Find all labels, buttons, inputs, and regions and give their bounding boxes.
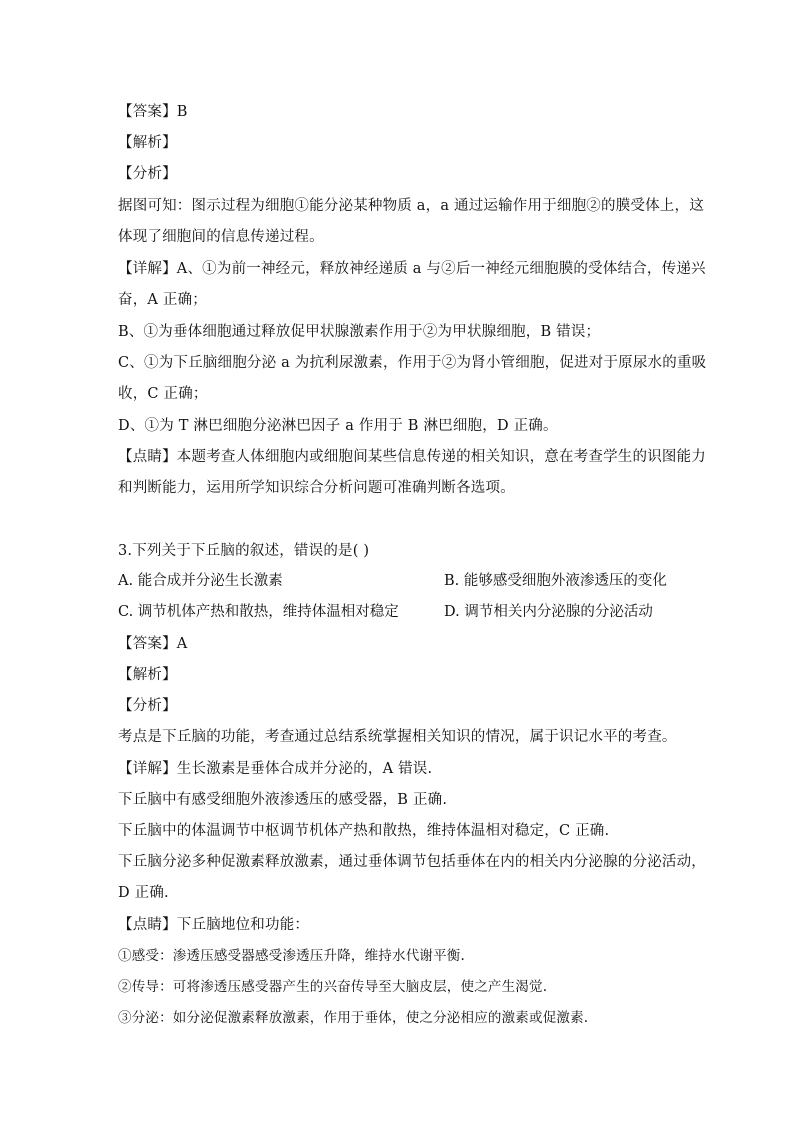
option-b: B. 能够感受细胞外液渗透压的变化 [444,573,667,589]
q3-dianjing-title: 【点睛】下丘脑地位和功能： [118,917,310,933]
q3-detail-line-5: D 正确. [118,885,169,901]
option-c-explanation-1: C、①为下丘脑细胞分泌 a 为抗利尿激素，作用于②为肾小管细胞，促进对于原尿水的重吸 [118,355,707,371]
q3-fenxi-label: 【分析】 [118,698,177,714]
answer-label: 【答案】B [118,104,188,120]
q3-detail-line-1: 【详解】生长激素是垂体合成并分泌的，A 错误. [118,761,433,777]
option-d: D. 调节相关内分泌腺的分泌活动 [444,604,653,620]
q3-point-3: ③分泌：如分泌促激素释放激素，作用于垂体，使之分泌相应的激素或促激素. [118,1010,589,1026]
q3-detail-line-2: 下丘脑中有感受细胞外液渗透压的感受器，B 正确. [118,792,448,808]
option-c: C. 调节机体产热和散热，维持体温相对稳定 [118,604,399,620]
analysis-line-2: 体现了细胞间的信息传递过程。 [118,229,324,245]
q3-detail-line-3: 下丘脑中的体温调节中枢调节机体产热和散热，维持体温相对稳定，C 正确. [118,823,610,839]
option-d-explanation: D、①为 T 淋巴细胞分泌淋巴因子 a 作用于 B 淋巴细胞，D 正确。 [118,418,558,434]
q3-analysis: 考点是下丘脑的功能，考查通过总结系统掌握相关知识的情况，属于识记水平的考查。 [118,729,677,745]
question-3-stem: 3.下列关于下丘脑的叙述，错误的是( ) [118,543,370,559]
q3-jiexi-label: 【解析】 [118,667,177,683]
jiexi-label: 【解析】 [118,135,177,151]
q3-detail-line-4: 下丘脑分泌多种促激素释放激素，通过垂体调节包括垂体在内的相关内分泌腺的分泌活动， [118,854,706,870]
detail-line-1: 【详解】A、①为前一神经元，释放神经递质 a 与②后一神经元细胞膜的受体结合，传递兴 [118,261,706,277]
q3-point-2: ②传导：可将渗透压感受器产生的兴奋传导至大脑皮层，使之产生渴觉. [118,979,548,995]
fenxi-label: 【分析】 [118,166,177,182]
analysis-line-1: 据图可知：图示过程为细胞①能分泌某种物质 a，a 通过运输作用于细胞②的膜受体上，这 [118,198,704,214]
q3-answer-label: 【答案】A [118,636,188,652]
detail-line-2: 奋，A 正确； [118,292,207,308]
dianjing-line-1: 【点睛】本题考查人体细胞内或细胞间某些信息传递的相关知识，意在考查学生的识图能力 [118,449,706,465]
dianjing-line-2: 和判断能力，运用所学知识综合分析问题可准确判断各选项。 [118,480,515,496]
option-b-explanation: B、①为垂体细胞通过释放促甲状腺激素作用于②为甲状腺细胞，B 错误； [118,324,601,340]
option-c-explanation-2: 收，C 正确； [118,386,208,402]
option-a: A. 能合成并分泌生长激素 [118,573,283,589]
q3-point-1: ①感受：渗透压感受器感受渗透压升降，维持水代谢平衡. [118,948,465,964]
